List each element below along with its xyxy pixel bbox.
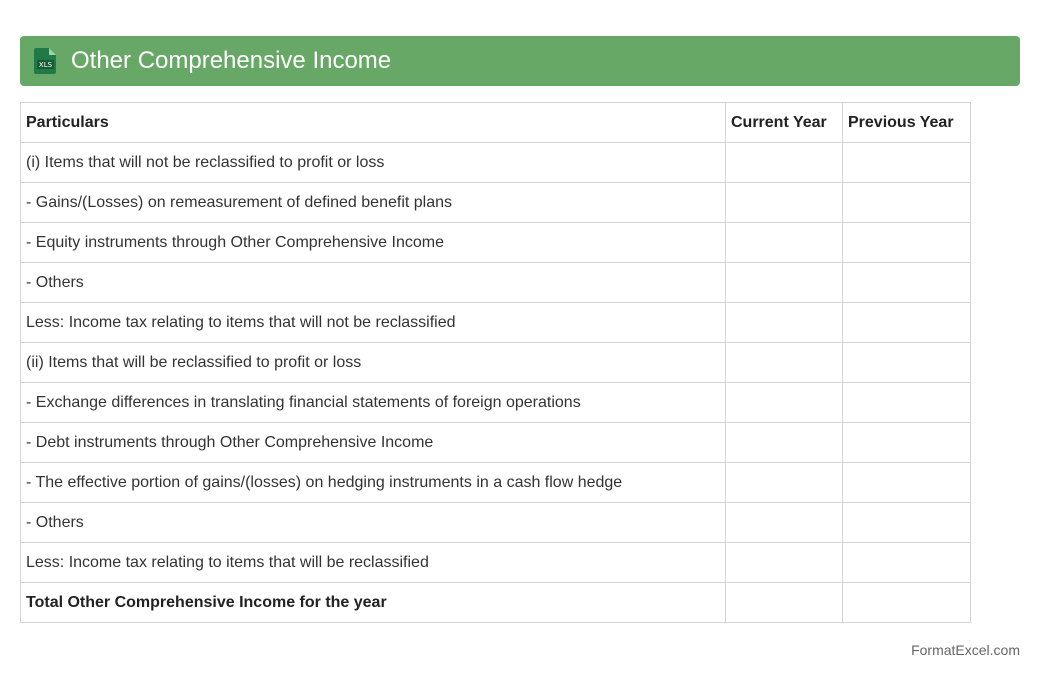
cell-previous-year <box>843 143 971 183</box>
cell-current-year <box>726 583 843 623</box>
cell-current-year <box>726 383 843 423</box>
cell-current-year <box>726 223 843 263</box>
cell-particular: - The effective portion of gains/(losses) on hedging instruments in a cash flow hedge <box>21 463 726 503</box>
table-header-row <box>21 103 971 143</box>
table-row <box>21 223 971 263</box>
cell-particular: - Gains/(Losses) on remeasurement of defined benefit plans <box>21 183 726 223</box>
table-body <box>21 143 971 623</box>
cell-previous-year <box>843 263 971 303</box>
table-row <box>21 343 971 383</box>
cell-previous-year <box>843 223 971 263</box>
cell-current-year <box>726 183 843 223</box>
cell-particular: Less: Income tax relating to items that will be reclassified <box>21 543 726 583</box>
xls-file-icon <box>32 47 58 75</box>
cell-particular: (i) Items that will not be reclassified to profit or loss <box>21 143 726 183</box>
table-row <box>21 383 971 423</box>
table-row <box>21 583 971 623</box>
column-header-particulars: Particulars <box>21 103 726 143</box>
table-row <box>21 503 971 543</box>
footer-credit: FormatExcel.com <box>911 642 1020 658</box>
cell-particular: - Debt instruments through Other Comprehensive Income <box>21 423 726 463</box>
xls-icon-label: XLS <box>38 61 53 69</box>
cell-previous-year <box>843 543 971 583</box>
income-table <box>20 102 971 623</box>
cell-previous-year <box>843 423 971 463</box>
cell-particular: (ii) Items that will be reclassified to profit or loss <box>21 343 726 383</box>
cell-particular: Total Other Comprehensive Income for the year <box>21 583 726 623</box>
table-row <box>21 423 971 463</box>
cell-current-year <box>726 503 843 543</box>
table-row <box>21 263 971 303</box>
table-row <box>21 463 971 503</box>
cell-previous-year <box>843 343 971 383</box>
cell-current-year <box>726 143 843 183</box>
cell-current-year <box>726 343 843 383</box>
cell-particular: - Equity instruments through Other Comprehensive Income <box>21 223 726 263</box>
column-header-previous-year: Previous Year <box>843 103 971 143</box>
cell-current-year <box>726 263 843 303</box>
cell-previous-year <box>843 383 971 423</box>
table-row <box>21 303 971 343</box>
table-row <box>21 543 971 583</box>
column-header-current-year: Current Year <box>726 103 843 143</box>
table-row <box>21 183 971 223</box>
cell-previous-year <box>843 463 971 503</box>
cell-particular: - Exchange differences in translating financial statements of foreign operations <box>21 383 726 423</box>
cell-previous-year <box>843 183 971 223</box>
cell-previous-year <box>843 503 971 543</box>
page-title: Other Comprehensive Income <box>71 47 392 74</box>
cell-particular: Less: Income tax relating to items that will not be reclassified <box>21 303 726 343</box>
cell-previous-year <box>843 303 971 343</box>
cell-previous-year <box>843 583 971 623</box>
cell-current-year <box>726 423 843 463</box>
cell-current-year <box>726 463 843 503</box>
cell-particular: - Others <box>21 263 726 303</box>
header-bar <box>20 36 1020 86</box>
table-row <box>21 143 971 183</box>
cell-current-year <box>726 543 843 583</box>
cell-current-year <box>726 303 843 343</box>
cell-particular: - Others <box>21 503 726 543</box>
